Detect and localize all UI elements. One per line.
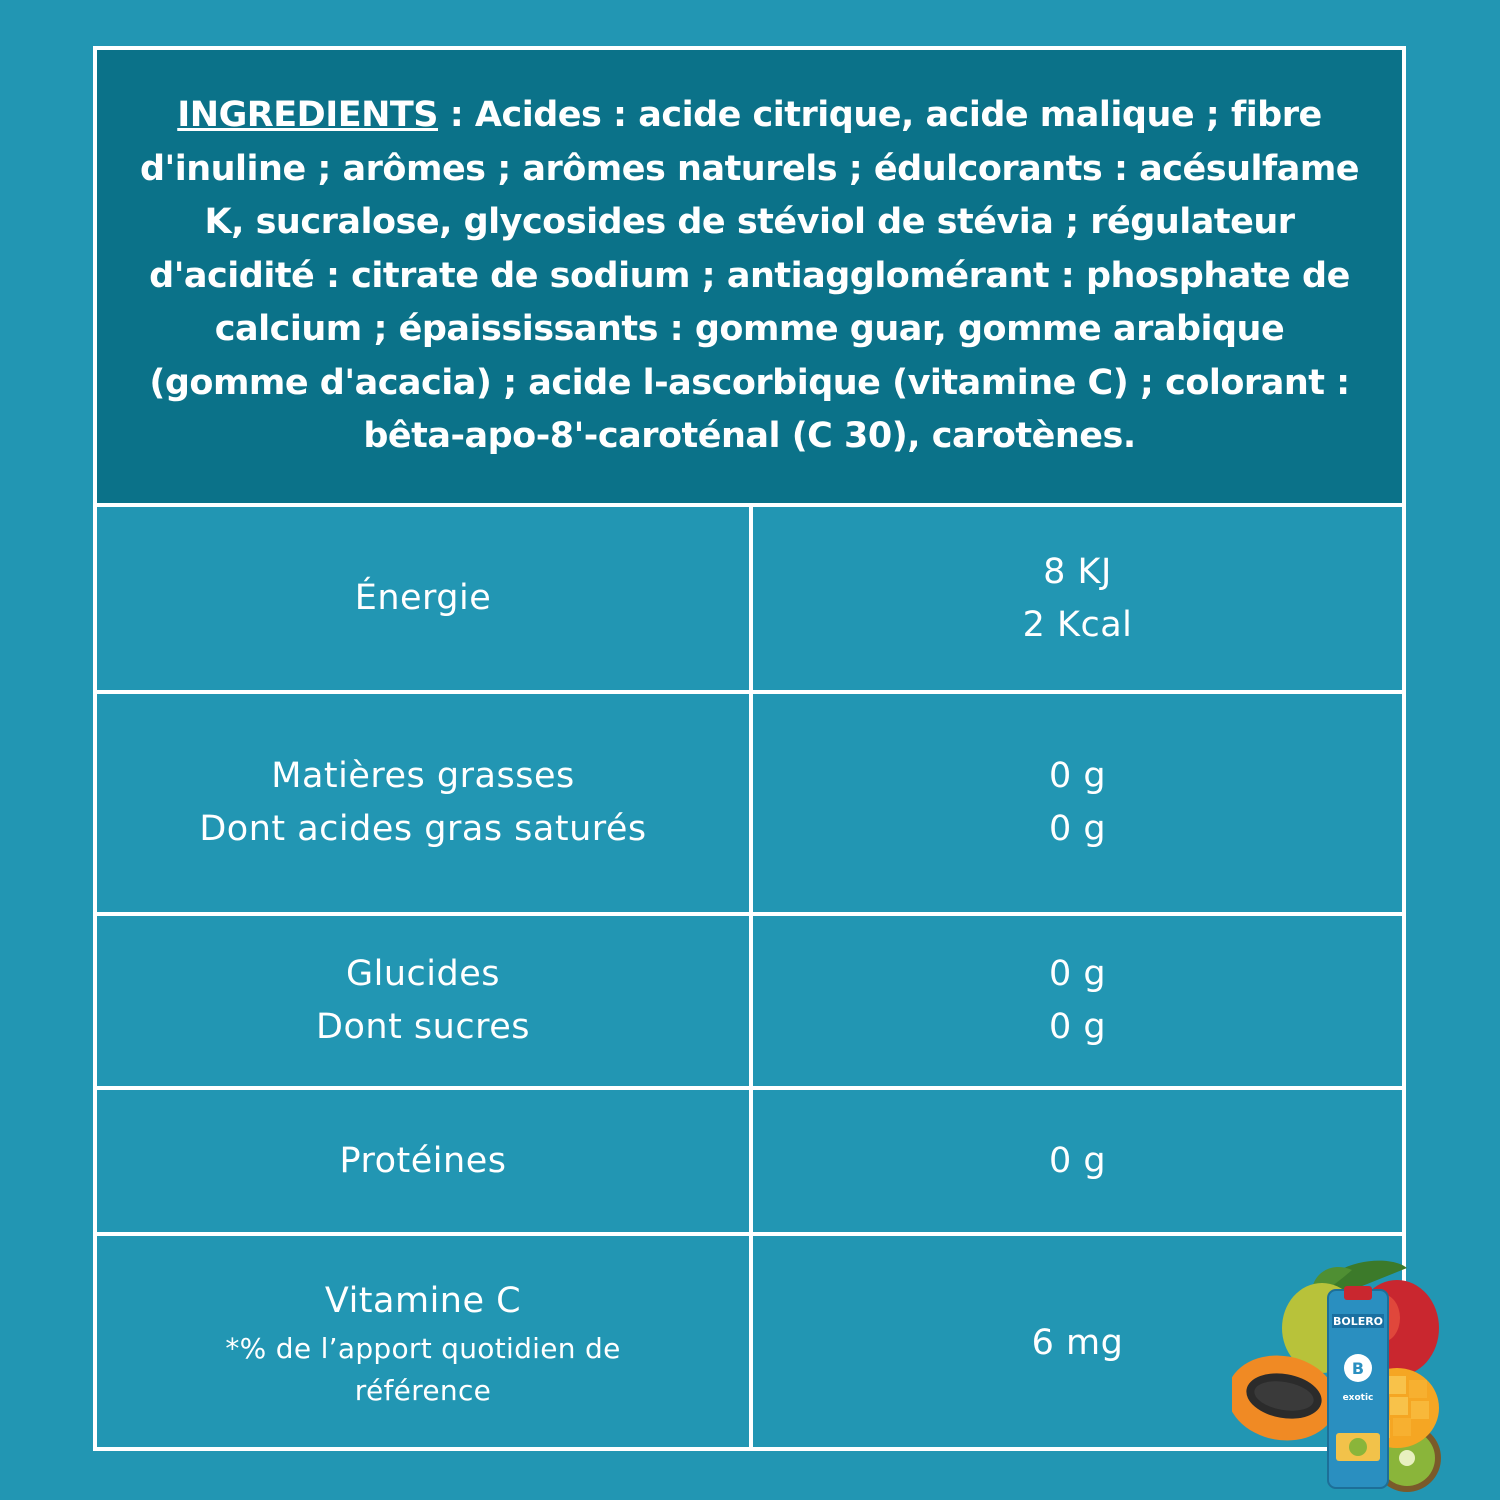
saturated-fat-label: Dont acides gras saturés <box>199 809 647 849</box>
energy-kj-value: 8 KJ <box>1043 551 1112 592</box>
carbs-value-cell <box>753 916 1402 1086</box>
product-image <box>1232 1258 1442 1493</box>
nutrition-table <box>97 507 1402 1447</box>
carbs-label-cell <box>97 916 749 1086</box>
ingredients-list: : Acides : acide citrique, acide malique ; fibre d'inuline ; arômes ; arômes naturels ; édulcorants : acésulfame K, sucralose, glycosides de stéviol de stévia ; régulateur d'acidité : citrate de sodium ; antiagglomérant : phosphate de calcium ; épaississants : gomme guar, gomme arabique (gomme d'acacia) ; acide l-ascorbique (vitamine C) ; colorant : bêta-apo-8'-caroténal (C 30), carotènes. <box>139 95 1360 457</box>
carbs-label: Glucides <box>346 954 500 994</box>
ingredients-label: INGREDIENTS <box>177 95 439 136</box>
reference-intake-note: *% de l’apport quotidien de <box>225 1332 621 1365</box>
reference-intake-note-cont: référence <box>354 1374 492 1407</box>
product-sachet-icon <box>1328 1286 1388 1488</box>
ingredients-section <box>97 50 1402 507</box>
fat-label-cell <box>97 694 749 912</box>
table-row-carbs <box>97 912 1402 1086</box>
vitamin-c-label: Vitamine C <box>324 1281 522 1321</box>
protein-label-cell <box>97 1090 749 1232</box>
product-brand: BOLERO <box>1332 1315 1384 1328</box>
vitamin-c-label-cell <box>97 1236 749 1451</box>
table-row-protein <box>97 1086 1402 1232</box>
saturated-fat-value: 0 g <box>1048 809 1107 849</box>
nutrition-panel <box>93 46 1406 1451</box>
energy-kcal-value: 2 Kcal <box>1022 604 1133 645</box>
protein-value: 0 g <box>1048 1140 1107 1181</box>
fat-label: Matières grasses <box>271 756 575 796</box>
table-row-fat <box>97 690 1402 912</box>
fat-value: 0 g <box>1048 756 1107 796</box>
energy-value-cell <box>753 507 1402 690</box>
ingredients-text <box>137 89 1362 464</box>
sugars-value: 0 g <box>1048 1007 1107 1047</box>
vitamin-c-value: 6 mg <box>1031 1323 1124 1363</box>
product-flavor: exotic <box>1342 1393 1374 1403</box>
protein-label: Protéines <box>339 1140 507 1181</box>
table-row-vitamin-c <box>97 1232 1402 1451</box>
energy-label-cell <box>97 507 749 690</box>
carbs-value: 0 g <box>1048 954 1107 994</box>
protein-value-cell <box>753 1090 1402 1232</box>
energy-label: Énergie <box>354 578 492 618</box>
fat-value-cell <box>753 694 1402 912</box>
table-row-energy <box>97 507 1402 690</box>
svg-text:B: B <box>1351 1359 1365 1378</box>
sugars-label: Dont sucres <box>316 1007 530 1047</box>
